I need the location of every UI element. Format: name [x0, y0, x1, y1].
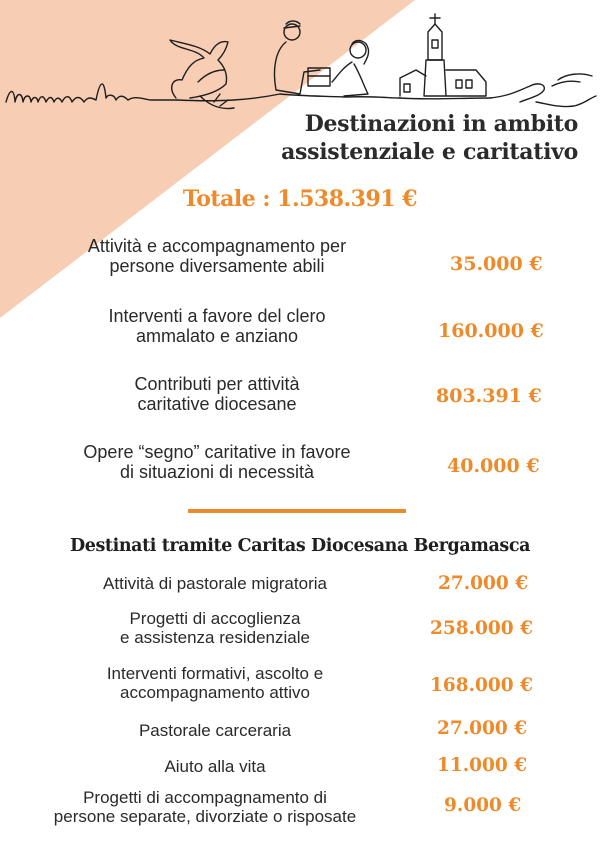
item-label-line2: e assistenza residenziale [120, 628, 310, 647]
item-label [22, 236, 412, 276]
item-label-line1: Progetti di accoglienza [129, 609, 301, 628]
total-amount: Totale : 1.538.391 € [182, 186, 418, 212]
page-title-line2: assistenziale e caritativo [281, 139, 578, 165]
item-value: 40.000 € [447, 455, 540, 477]
item-label [30, 609, 400, 647]
item-label-line1: Aiuto alla vita [164, 757, 266, 776]
item-value: 11.000 € [437, 755, 528, 776]
item-label [30, 721, 400, 740]
item-label-line1: Attività di pastorale migratoria [103, 574, 327, 593]
item-label [30, 664, 400, 702]
item-label-line2: caritative diocesane [137, 394, 297, 414]
delivery-couple-icon [178, 21, 400, 101]
item-label-line2: accompagnamento attivo [120, 683, 310, 702]
item-value: 258.000 € [430, 618, 533, 639]
item-label [30, 757, 400, 776]
item-value: 168.000 € [430, 675, 533, 696]
signature-text [6, 96, 126, 106]
hands-icon [490, 74, 596, 107]
page-title-line1: Destinazioni in ambito [304, 111, 578, 137]
caritas-section-title: Destinati tramite Caritas Diocesana Bergamasca [69, 536, 531, 556]
item-label-line1: Pastorale carceraria [138, 721, 292, 740]
item-label-line1: Interventi formativi, ascolto e [106, 664, 324, 683]
item-label-line1: Opere “segno” caritative in favore [83, 442, 351, 462]
dove-icon [170, 40, 234, 109]
item-label-line1: Progetti di accompagnamento di [83, 788, 327, 807]
item-label [22, 306, 412, 346]
item-label-line1: Attività e accompagnamento per [87, 236, 347, 256]
item-label-line2: persone diversamente abili [109, 256, 325, 276]
item-label [22, 442, 412, 482]
item-label-line2: di situazioni di necessità [119, 462, 315, 482]
item-label-line2: persone separate, divorziate o risposate [53, 807, 357, 826]
item-label [10, 788, 400, 826]
item-label [30, 574, 400, 593]
item-label [22, 374, 412, 414]
church-icon [400, 14, 490, 99]
item-value: 160.000 € [438, 320, 544, 342]
item-value: 35.000 € [450, 253, 543, 275]
item-value: 27.000 € [437, 718, 528, 739]
item-label-line1: Interventi a favore del clero [108, 306, 326, 326]
page-title [218, 110, 578, 166]
section-divider [188, 509, 406, 513]
item-label-line2: ammalato e anziano [135, 326, 299, 346]
item-value: 9.000 € [444, 795, 522, 816]
item-value: 27.000 € [438, 573, 529, 594]
item-label-line1: Contributi per attività [134, 374, 300, 394]
item-value: 803.391 € [436, 385, 542, 407]
